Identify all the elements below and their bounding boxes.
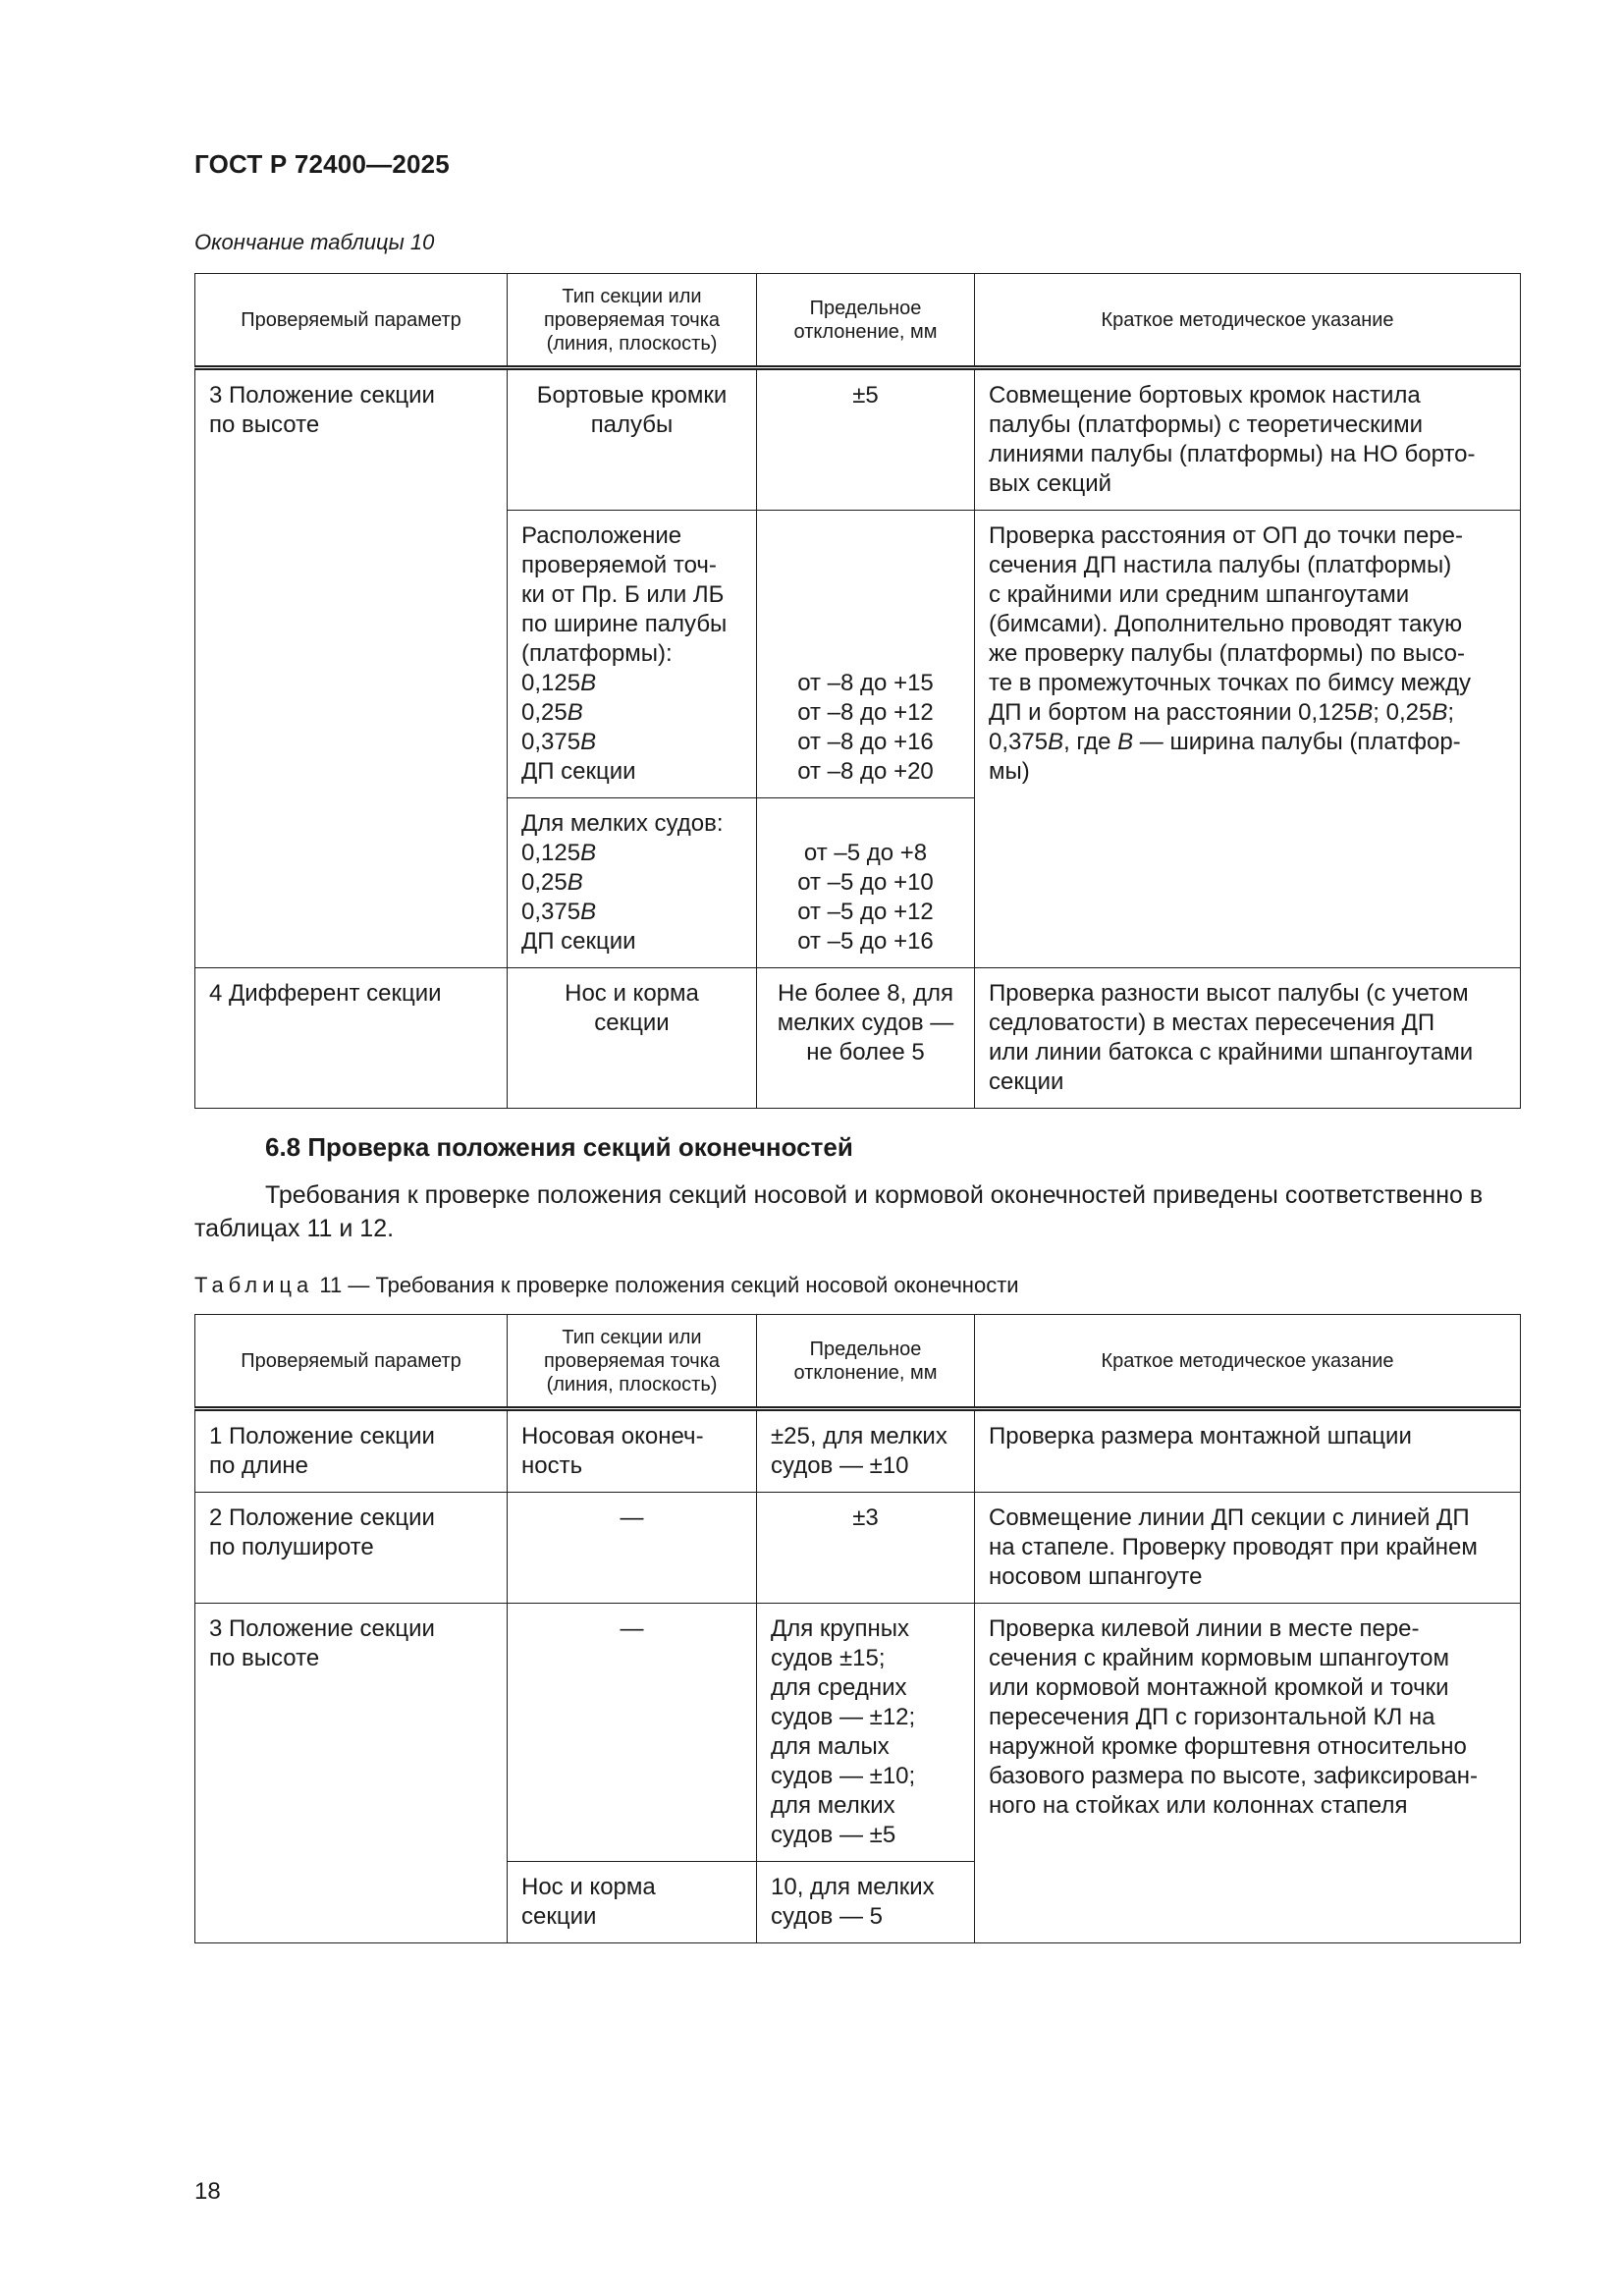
- table10-r4-deviation: Не более 8, для мелких судов — не более 5: [757, 968, 975, 1109]
- table10-r3a-deviation: ±5: [757, 368, 975, 511]
- table10-header-row: [195, 274, 1521, 368]
- table10-r3a-type: Бортовые кромки палубы: [508, 368, 757, 511]
- table-row: [195, 968, 1521, 1109]
- table-row: [195, 1409, 1521, 1493]
- table10-r4-param: 4 Дифферент секции: [195, 968, 508, 1109]
- table10-r3c-deviation: от –5 до +8 от –5 до +10 от –5 до +12 от –5 до +16: [757, 798, 975, 968]
- table10-caption: Окончание таблицы 10: [194, 230, 435, 254]
- table11-caption-text: 11 — Требования к проверке положения секций носовой оконечности: [313, 1273, 1019, 1297]
- section-heading: 6.8 Проверка положения секций оконечностей: [265, 1132, 853, 1162]
- table10-r4-method: Проверка разности высот палубы (с учетом седловатости) в местах пересечения ДП или линии батокса с крайними шпангоутами секции: [975, 968, 1521, 1109]
- table11-r2-method: Совмещение линии ДП секции с линией ДП на стапеле. Проверку проводят при крайнем носовом шпангоуте: [975, 1493, 1521, 1604]
- table11-col-deviation: Предельное отклонение, мм: [757, 1315, 975, 1409]
- table11-r2-deviation: ±3: [757, 1493, 975, 1604]
- table11-r1-method: Проверка размера монтажной шпации: [975, 1409, 1521, 1493]
- table11-r3-param: 3 Положение секции по высоте: [195, 1604, 508, 1943]
- table10-r4-type: Нос и корма секции: [508, 968, 757, 1109]
- table11-r3-type: —: [508, 1604, 757, 1862]
- page-number: 18: [194, 2178, 221, 2205]
- table11-r1-param: 1 Положение секции по длине: [195, 1409, 508, 1493]
- table-11: [194, 1314, 1521, 1943]
- table11-r1-deviation: ±25, для мелких судов — ±10: [757, 1409, 975, 1493]
- table11-r3-deviation: Для крупных судов ±15; для средних судов — ±12; для малых судов — ±10; для мелких судов — ±5: [757, 1604, 975, 1862]
- table11-r1-type: Носовая оконеч- ность: [508, 1409, 757, 1493]
- table11-caption: [194, 1273, 1019, 1298]
- table11-col-method: Краткое методическое указание: [975, 1315, 1521, 1409]
- table10-col-method: Краткое методическое указание: [975, 274, 1521, 368]
- table-row: [195, 1604, 1521, 1862]
- table11-r4-deviation: 10, для мелких судов — 5: [757, 1862, 975, 1943]
- table10-r3b-deviation: от –8 до +15 от –8 до +12 от –8 до +16 от –8 до +20: [757, 511, 975, 798]
- table10-r3a-method: Совмещение бортовых кромок настила палубы (платформы) с теоретическими линиями палубы (платформы) на НО борто- вых секций: [975, 368, 1521, 511]
- section-paragraph: Требования к проверке положения секций носовой и кормовой оконечностей приведены соответственно в таблицах 11 и 12.: [194, 1181, 1484, 1242]
- table11-caption-label: Таблица: [194, 1273, 314, 1297]
- table11-col-type: Тип секции или проверяемая точка (линия, плоскость): [508, 1315, 757, 1409]
- table10-r3b-type: Расположение проверяемой точ- ки от Пр. Б или ЛБ по ширине палубы (платформы): 0,125В 0,25В 0,375В ДП секции: [508, 511, 757, 798]
- table-10: [194, 273, 1521, 1109]
- table11-r4-type: Нос и корма секции: [508, 1862, 757, 1943]
- table10-r3b-method: Проверка расстояния от ОП до точки пере- сечения ДП настила палубы (платформы) с крайними или средним шпангоутами (бимсами). Дополнительно проводят такую же проверку палубы (платформы) по высо- те в промежуточных точках по бимсу между ДП и бортом на расстоянии 0,125В; 0,25В; 0,375В, где В — ширина палубы (платфор- мы): [975, 511, 1521, 968]
- document-code: ГОСТ Р 72400—2025: [194, 149, 450, 179]
- table10-col-deviation: Предельное отклонение, мм: [757, 274, 975, 368]
- table11-r3-method: Проверка килевой линии в месте пере- сечения с крайним кормовым шпангоутом или кормовой монтажной кромкой и точки пересечения ДП с горизонтальной КЛ на наружной кромке форштевня относительно базового размера по высоте, зафиксирован- ного на стойках или колоннах стапеля: [975, 1604, 1521, 1943]
- table11-header-row: [195, 1315, 1521, 1409]
- table-row: [195, 368, 1521, 511]
- table11-r2-param: 2 Положение секции по полушироте: [195, 1493, 508, 1604]
- table11-col-param: Проверяемый параметр: [195, 1315, 508, 1409]
- table10-col-type: Тип секции или проверяемая точка (линия, плоскость): [508, 274, 757, 368]
- table10-r3c-type: Для мелких судов: 0,125В 0,25В 0,375В ДП секции: [508, 798, 757, 968]
- table10-col-param: Проверяемый параметр: [195, 274, 508, 368]
- table-row: [195, 1493, 1521, 1604]
- table11-r2-type: —: [508, 1493, 757, 1604]
- table10-r3-param: 3 Положение секции по высоте: [195, 368, 508, 968]
